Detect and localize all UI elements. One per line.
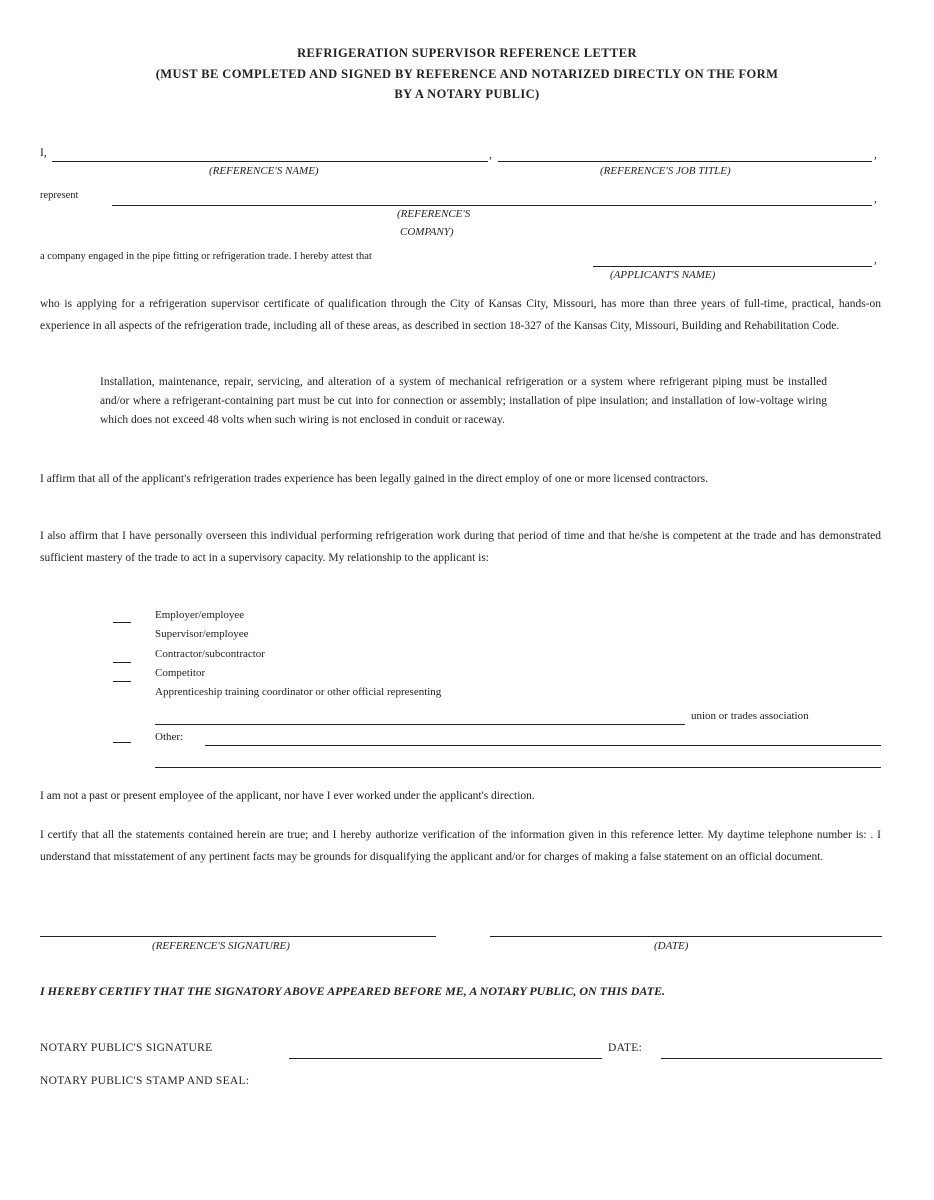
option-contractor-subcontractor: Contractor/subcontractor bbox=[155, 648, 265, 660]
notary-stamp-label: NOTARY PUBLIC'S STAMP AND SEAL: bbox=[40, 1075, 250, 1087]
reference-company-caption-1: (REFERENCE'S bbox=[397, 208, 471, 220]
comma-2: , bbox=[874, 149, 877, 161]
reference-company-field[interactable] bbox=[112, 205, 872, 206]
document-title: REFRIGERATION SUPERVISOR REFERENCE LETTER bbox=[297, 46, 637, 60]
notary-date-label: DATE: bbox=[608, 1042, 643, 1054]
union-name-field[interactable] bbox=[155, 724, 685, 725]
comma-4: , bbox=[874, 254, 877, 266]
reference-name-caption: (REFERENCE'S NAME) bbox=[209, 165, 319, 177]
reference-signature-field[interactable] bbox=[40, 936, 436, 937]
applicant-name-field[interactable] bbox=[593, 266, 872, 267]
affirm-experience-paragraph: I affirm that all of the applicant's refrigeration trades experience has been legally gained in the direct employ of one or more licensed contractors. bbox=[40, 473, 708, 485]
date-caption: (DATE) bbox=[654, 940, 689, 952]
option-supervisor-employee: Supervisor/employee bbox=[155, 628, 249, 640]
applicant-name-caption: (APPLICANT'S NAME) bbox=[610, 269, 716, 281]
qualification-paragraph: who is applying for a refrigeration supervisor certificate of qualification through the City of Kansas City, Missouri, has more than three years of full-time, practical, hands-on experience in all aspects of the refrigeration trade, including all of these areas, as described in section 18-327 of the Kansas City, Missouri, Building and Rehabilitation Code. bbox=[40, 298, 881, 332]
competitor-checkbox-line[interactable] bbox=[113, 681, 131, 682]
document-subtitle-line1: (MUST BE COMPLETED AND SIGNED BY REFERENCE AND NOTARIZED DIRECTLY ON THE FORM bbox=[155, 67, 779, 81]
reference-job-title-caption: (REFERENCE'S JOB TITLE) bbox=[600, 165, 731, 177]
comma-3: , bbox=[874, 193, 877, 205]
certify-statements-paragraph: I certify that all the statements contained herein are true; and I hereby authorize verification of the information given in this reference letter. My daytime telephone number is: . I understand that misstatement of any pertinent facts may be grounds for disqualifying the applicant and/or for charges of making a false statement on an official document. bbox=[40, 829, 881, 863]
notary-certification: I HEREBY CERTIFY THAT THE SIGNATORY ABOVE APPEARED BEFORE ME, A NOTARY PUBLIC, ON THIS DATE. bbox=[40, 984, 666, 998]
affirm-oversight-paragraph: I also affirm that I have personally overseen this individual performing refrigeration work during that period of time and that he/she is competent at the trade and has demonstrated sufficient mastery of the trade to act in a supervisory capacity. My relationship to the applicant is: bbox=[40, 530, 881, 564]
signature-date-field[interactable] bbox=[490, 936, 882, 937]
represent-label: represent bbox=[40, 190, 79, 201]
other-field-line-1[interactable] bbox=[205, 745, 881, 746]
employer-checkbox-line[interactable] bbox=[113, 622, 131, 623]
notary-signature-field[interactable] bbox=[289, 1058, 602, 1059]
option-other: Other: bbox=[155, 731, 184, 743]
other-checkbox-line[interactable] bbox=[113, 742, 131, 743]
notary-signature-label: NOTARY PUBLIC'S SIGNATURE bbox=[40, 1042, 213, 1054]
reference-job-title-field[interactable] bbox=[498, 161, 872, 162]
other-field-line-2[interactable] bbox=[155, 767, 881, 768]
notary-date-field[interactable] bbox=[661, 1058, 882, 1059]
reference-name-field[interactable] bbox=[52, 161, 488, 162]
contractor-checkbox-line[interactable] bbox=[113, 662, 131, 663]
option-union-association: union or trades association bbox=[691, 710, 809, 722]
comma-1: , bbox=[489, 149, 492, 161]
reference-company-caption-2: COMPANY) bbox=[400, 226, 454, 238]
not-employee-paragraph: I am not a past or present employee of the applicant, nor have I ever worked under the applicant's direction. bbox=[40, 790, 535, 802]
i-label: I, bbox=[40, 147, 47, 159]
reference-signature-caption: (REFERENCE'S SIGNATURE) bbox=[152, 940, 290, 952]
document-subtitle-line2: BY A NOTARY PUBLIC) bbox=[394, 87, 540, 101]
option-employer-employee: Employer/employee bbox=[155, 609, 245, 621]
option-apprenticeship: Apprenticeship training coordinator or other official representing bbox=[155, 686, 442, 698]
option-competitor: Competitor bbox=[155, 667, 206, 679]
scope-of-work-paragraph: Installation, maintenance, repair, servicing, and alteration of a system of mechanical refrigeration or a system where refrigerant piping must be installed and/or where a refrigerant-containing part must be cut into for connection or assembly; installation of pipe insulation; and installation of low-voltage wiring which does not exceed 48 volts when such wiring is not enclosed in conduit or raceway. bbox=[100, 376, 827, 426]
company-engaged-text: a company engaged in the pipe fitting or refrigeration trade. I hereby attest that bbox=[40, 251, 372, 262]
